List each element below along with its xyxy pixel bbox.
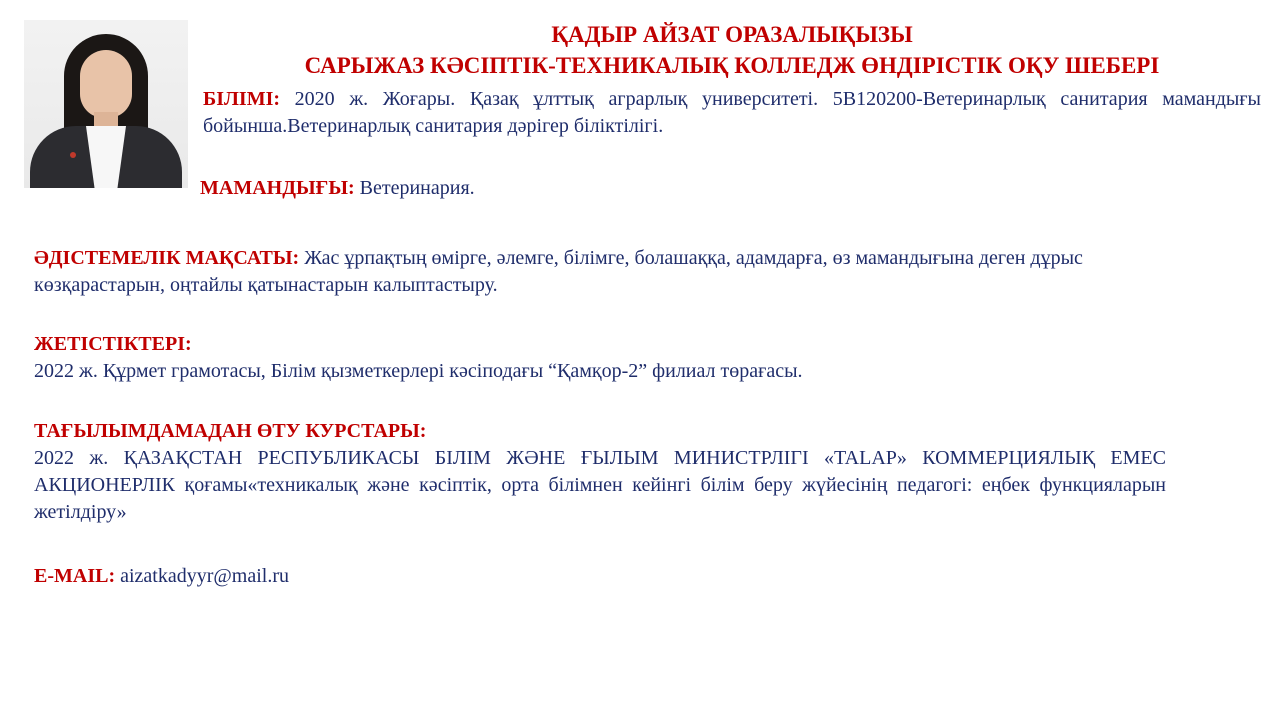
education-section xyxy=(203,86,1261,140)
courses-section xyxy=(34,418,1166,526)
person-name: ҚАДЫР АЙЗАТ ОРАЗАЛЫҚЫЗЫ xyxy=(551,22,913,47)
email-label: E-MAIL: xyxy=(34,565,116,587)
achievements-section xyxy=(34,331,1168,385)
courses-label: ТАҒЫЛЫМДАМАДАН ӨТУ КУРСТАРЫ: xyxy=(34,420,427,442)
specialty-section xyxy=(200,175,800,202)
methodical-goal-section xyxy=(34,245,1168,299)
education-label: БІЛІМІ: xyxy=(203,88,281,110)
profile-photo xyxy=(24,20,188,188)
specialty-text: Ветеринария. xyxy=(354,177,475,199)
courses-text: 2022 ж. ҚАЗАҚСТАН РЕСПУБЛИКАСЫ БІЛІМ ЖӘНЕ ҒЫЛЫМ МИНИСТРЛІГІ «TALAP» КОММЕРЦИЯЛЫҚ ЕМЕС АКЦИОНЕРЛІК қоғамы«техникалық және кәсіптік, орта білімнен кейінгі білім беру жүйесінің педагогі: еңбек функцияларын жетілдіру» xyxy=(34,447,1166,523)
email-section xyxy=(34,563,634,590)
education-text: 2020 ж. Жоғары. Қазақ ұлттық аграрлық университеті. 5В120200-Ветеринарлық санитария мамандығы бойынша.Ветеринарлық санитария дәрігер біліктілігі. xyxy=(203,88,1261,137)
achievements-label: ЖЕТІСТІКТЕРІ: xyxy=(34,333,192,355)
email-address: aizatkadyyr@mail.ru xyxy=(115,565,290,587)
specialty-label: МАМАНДЫҒЫ: xyxy=(200,177,355,199)
position-title: САРЫЖАЗ КӘСІПТІК-ТЕХНИКАЛЫҚ КОЛЛЕДЖ ӨНДІРІСТІК ОҚУ ШЕБЕРІ xyxy=(304,53,1160,78)
methodical-goal-text: Жас ұрпақтың өмірге, әлемге, білімге, болашаққа, адамдарға, өз мамандығына деген дұрыс көзқарастарын, оңтайлы қатынастарын калыптастыру. xyxy=(34,247,1083,296)
achievements-text: 2022 ж. Құрмет грамотасы, Білім қызметкерлері кәсіподағы “Қамқор-2” филиал төрағасы. xyxy=(34,360,803,382)
methodical-goal-label: ӘДІСТЕМЕЛІК МАҚСАТЫ: xyxy=(34,247,300,269)
